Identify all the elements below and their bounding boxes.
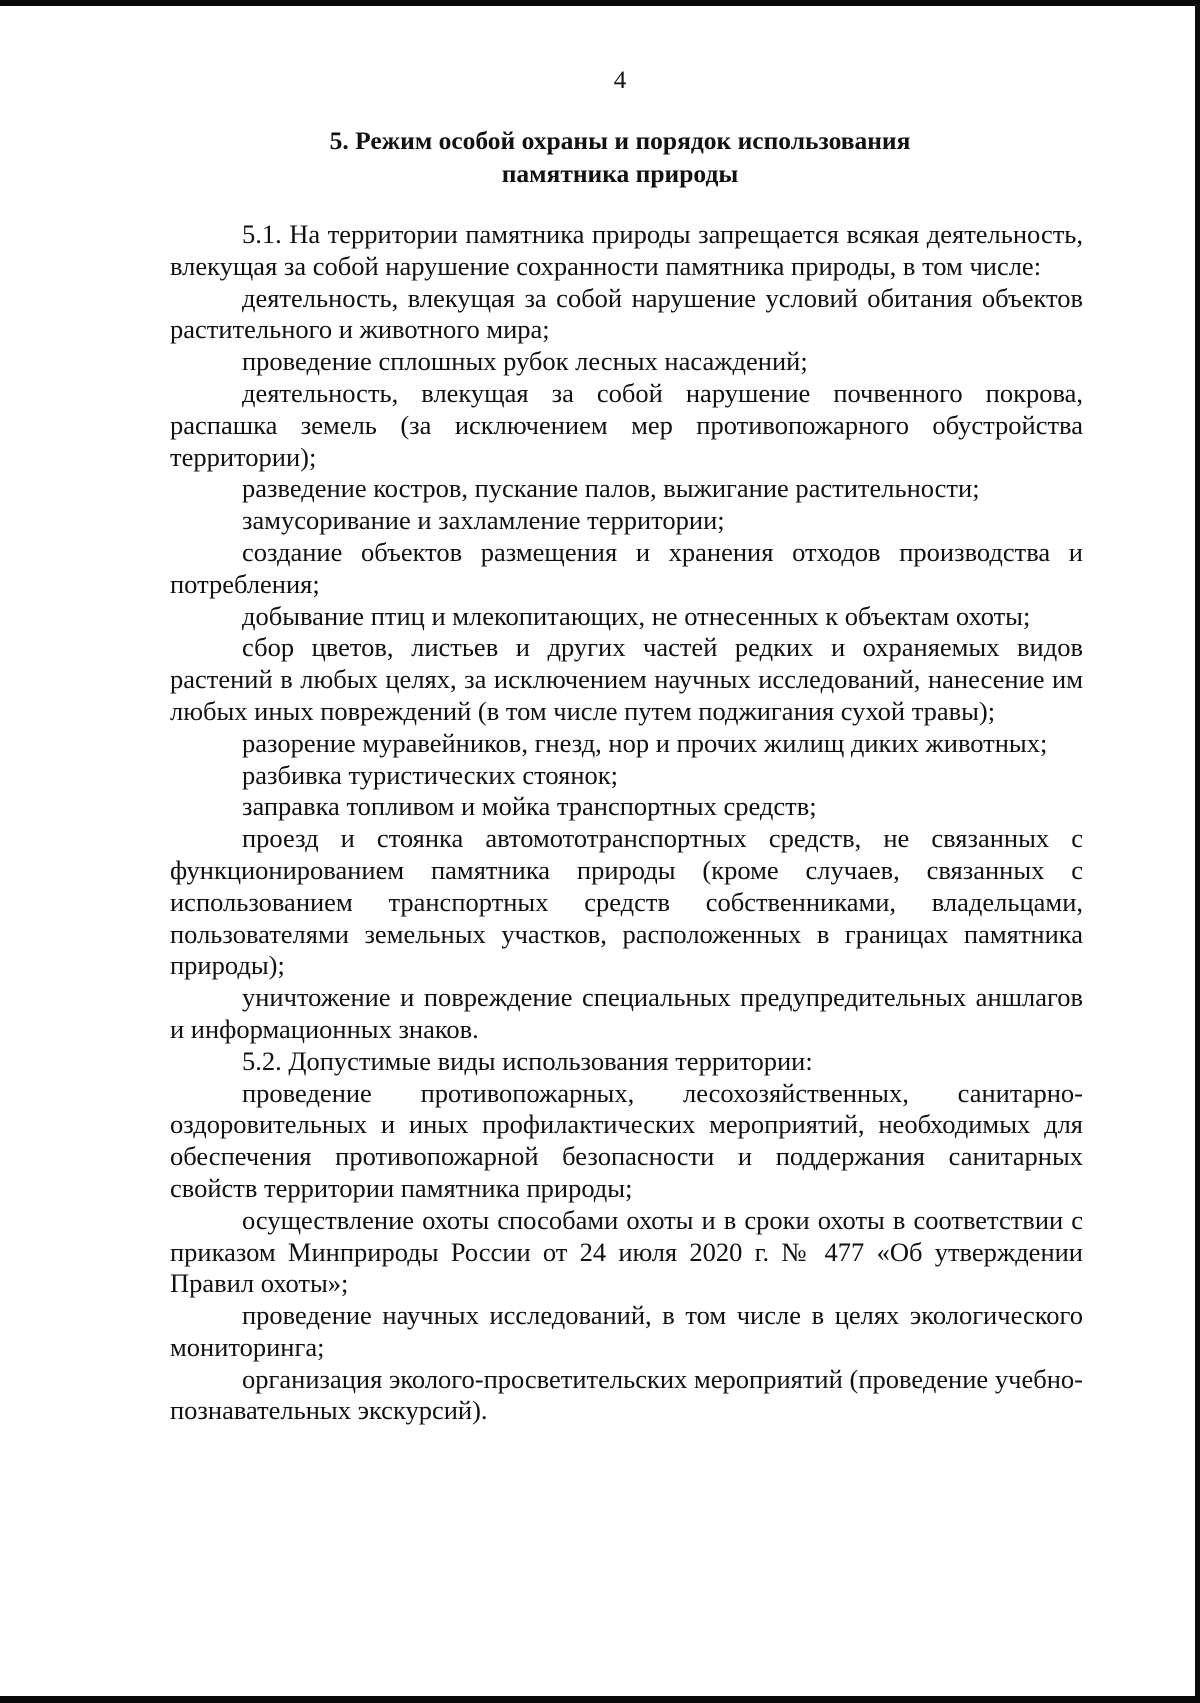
prohibition-item: создание объектов размещения и хранения отходов производства и потребления; [170, 536, 1083, 599]
permitted-use-item: проведение противопожарных, лесохозяйственных, санитарно-оздоровительных и иных профилактических мероприятий, необходимых для обеспечения противопожарной безопасности и поддержания санитарных свойств территории памятника природы; [170, 1077, 1083, 1203]
prohibition-item: деятельность, влекущая за собой нарушение почвенного покрова, распашка земель (за исключением мер противопожарного обустройства территории); [170, 377, 1083, 472]
document-body [170, 219, 1083, 1427]
prohibition-item: проведение сплошных рубок лесных насаждений; [242, 346, 808, 377]
section-heading-line-2: памятника природы [501, 159, 739, 188]
prohibition-item: проезд и стоянка автомототранспортных средств, не связанных с функционированием памятника природы (кроме случаев, связанных с использованием транспортных средств собственниками, владельцами, пользователями земельных участков, расположенных в границах памятника природы); [170, 823, 1083, 981]
prohibition-item: деятельность, влекущая за собой нарушение условий обитания объектов растительного и животного мира; [170, 282, 1083, 345]
section-heading [170, 124, 1070, 190]
section-heading-line-1: 5. Режим особой охраны и порядок использования [329, 126, 911, 155]
prohibition-item: заправка топливом и мойка транспортных средств; [242, 791, 817, 822]
prohibition-item: сбор цветов, листьев и других частей редких и охраняемых видов растений в любых целях, за исключением научных исследований, нанесение им любых иных повреждений (в том числе путем поджигания сухой травы); [170, 632, 1083, 726]
prohibition-item: замусоривание и захламление территории; [242, 505, 725, 536]
prohibition-item: разведение костров, пускание палов, выжигание растительности; [242, 473, 980, 504]
clause-5-2-intro: 5.2. Допустимые виды использования территории: [242, 1045, 813, 1076]
permitted-use-item: организация эколого-просветительских мероприятий (проведение учебно-познавательных экскурсий). [170, 1363, 1083, 1426]
prohibition-item: добывание птиц и млекопитающих, не отнесенных к объектам охоты; [242, 600, 1031, 631]
page-number: 4 [613, 67, 627, 94]
prohibition-item: разорение муравейников, гнезд, нор и прочих жилищ диких животных; [242, 727, 1048, 758]
prohibition-item: разбивка туристических стоянок; [242, 759, 618, 790]
clause-5-1-intro: 5.1. На территории памятника природы запрещается всякая деятельность, влекущая за собой нарушение сохранности памятника природы, в том числе: [170, 219, 1083, 281]
scan-edge-bottom [0, 1696, 1200, 1703]
permitted-use-item: осуществление охоты способами охоты и в сроки охоты в соответствии с приказом Минприроды России от 24 июля 2020 г. № 477 «Об утверждении Правил охоты»; [170, 1204, 1083, 1299]
prohibition-item: уничтожение и повреждение специальных предупредительных аншлагов и информационных знаков. [170, 982, 1083, 1044]
scan-edge-right [1195, 0, 1200, 1703]
scan-edge-top [0, 0, 1200, 6]
permitted-use-item: проведение научных исследований, в том числе в целях экологического мониторинга; [170, 1300, 1083, 1362]
